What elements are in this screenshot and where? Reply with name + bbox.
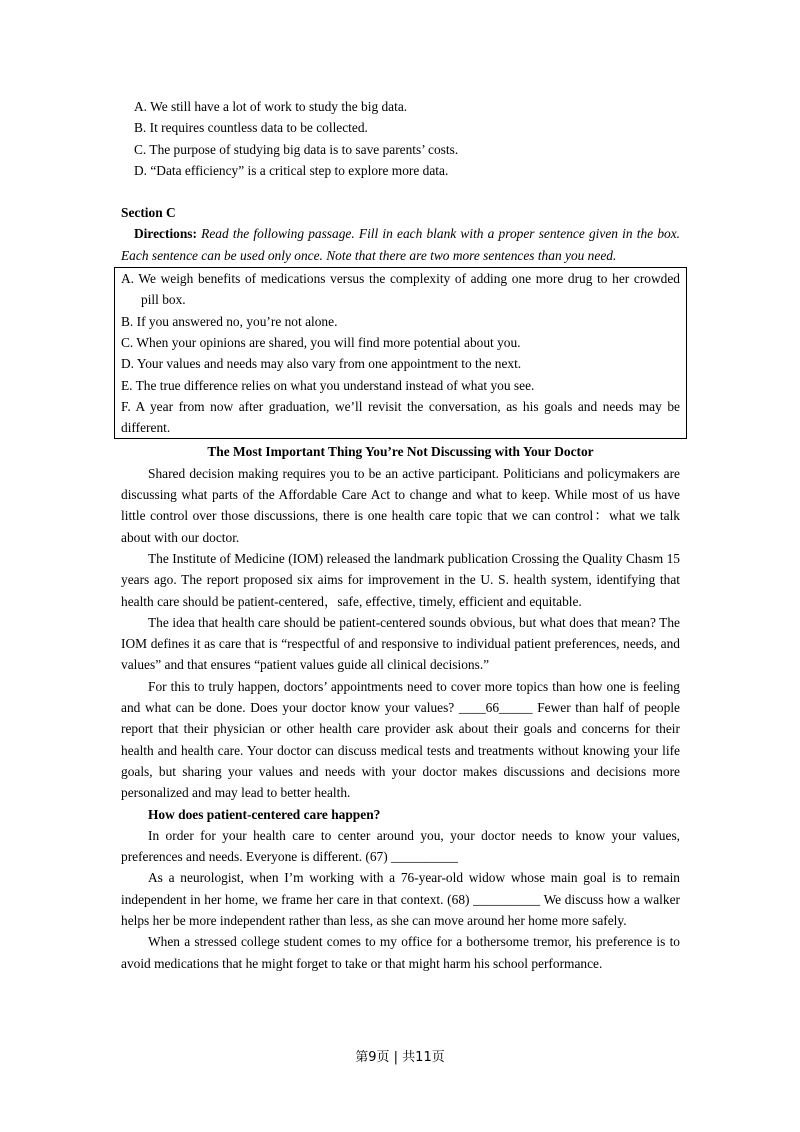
directions bbox=[121, 223, 680, 266]
sentence-options-box bbox=[114, 267, 687, 439]
box-option-a: A. We weigh benefits of medications versus the complexity of adding one more drug to her crowded pill box. bbox=[121, 271, 680, 308]
box-option-c: C. When your opinions are shared, you will find more potential about you. bbox=[121, 334, 521, 350]
box-option-b: B. If you answered no, you’re not alone. bbox=[121, 313, 338, 329]
page-footer: 第9页 | 共11页 bbox=[355, 1050, 445, 1065]
directions-text: Read the following passage. Fill in each blank with a proper sentence given in the box. Each sentence can be used only once. Note that there are two more sentences than you need. bbox=[121, 226, 680, 263]
subheading: How does patient-centered care happen? bbox=[148, 806, 381, 822]
option-a-prev: A. We still have a lot of work to study the big data. bbox=[134, 99, 408, 114]
paragraph-6: As a neurologist, when I’m working with a 76-year-old widow whose main goal is to remain independent in her home, we frame her care in that context. (68) __________ We discuss how a walker helps her be more independent rather than less, as she can move around her home more safely. bbox=[121, 870, 680, 928]
option-c-prev: C. The purpose of studying big data is to save parents’ costs. bbox=[134, 141, 459, 157]
option-b-prev: B. It requires countless data to be collected. bbox=[134, 120, 368, 136]
paragraph-7: When a stressed college student comes to my office for a bothersome tremor, his preference is to avoid medications that he might forget to take or that might harm his school performance. bbox=[121, 934, 680, 971]
paragraph-2: The Institute of Medicine (IOM) released the landmark publication Crossing the Quality Chasm 15 years ago. The report proposed six aims for improvement in the U. S. health system, identifying that health care should be patient-centered，safe, effective, timely, efficient and equitable. bbox=[121, 550, 680, 609]
page-content bbox=[121, 96, 680, 974]
paragraph-3: The idea that health care should be patient-centered sounds obvious, but what does that mean? The IOM defines it as care that is “respectful of and responsive to individual patient preferences, needs, and values” and that ensures “patient values guide all clinical decisions.” bbox=[121, 614, 680, 673]
box-option-f: F. A year from now after graduation, we’ll revisit the conversation, as his goals and needs may be different. bbox=[121, 398, 680, 436]
section-title: Section C bbox=[121, 205, 176, 221]
directions-label: Directions: bbox=[134, 226, 197, 242]
paragraph-5: In order for your health care to center around you, your doctor needs to know your values, preferences and needs. Everyone is different. (67) __________ bbox=[121, 827, 680, 865]
option-d-prev: D. “Data efficiency” is a critical step to explore more data. bbox=[134, 162, 449, 178]
spacer bbox=[121, 181, 680, 202]
box-option-d: D. Your values and needs may also vary from one appointment to the next. bbox=[121, 356, 522, 372]
paragraph-4: For this to truly happen, doctors’ appointments need to cover more topics than how one is feeling and what can be done. Does your doctor know your values? ____66_____ Fewer than half of people report that their physician or other health care provider ask about their goals and concerns for their health and health care. Your doctor can discuss medical tests and treatments without knowing your life goals, but sharing your values and needs with your doctor makes discussions and decisions more personalized and may lead to better health. bbox=[121, 678, 680, 801]
box-option-e: E. The true difference relies on what you understand instead of what you see. bbox=[121, 377, 535, 393]
passage-title: The Most Important Thing You’re Not Discussing with Your Doctor bbox=[207, 444, 594, 460]
paragraph-1: Shared decision making requires you to be an active participant. Politicians and policymakers are discussing what parts of the Affordable Care Act to change and what to keep. While most of us have little control over those discussions, there is one health care topic that we can control：what we talk about with our doctor. bbox=[121, 465, 680, 545]
